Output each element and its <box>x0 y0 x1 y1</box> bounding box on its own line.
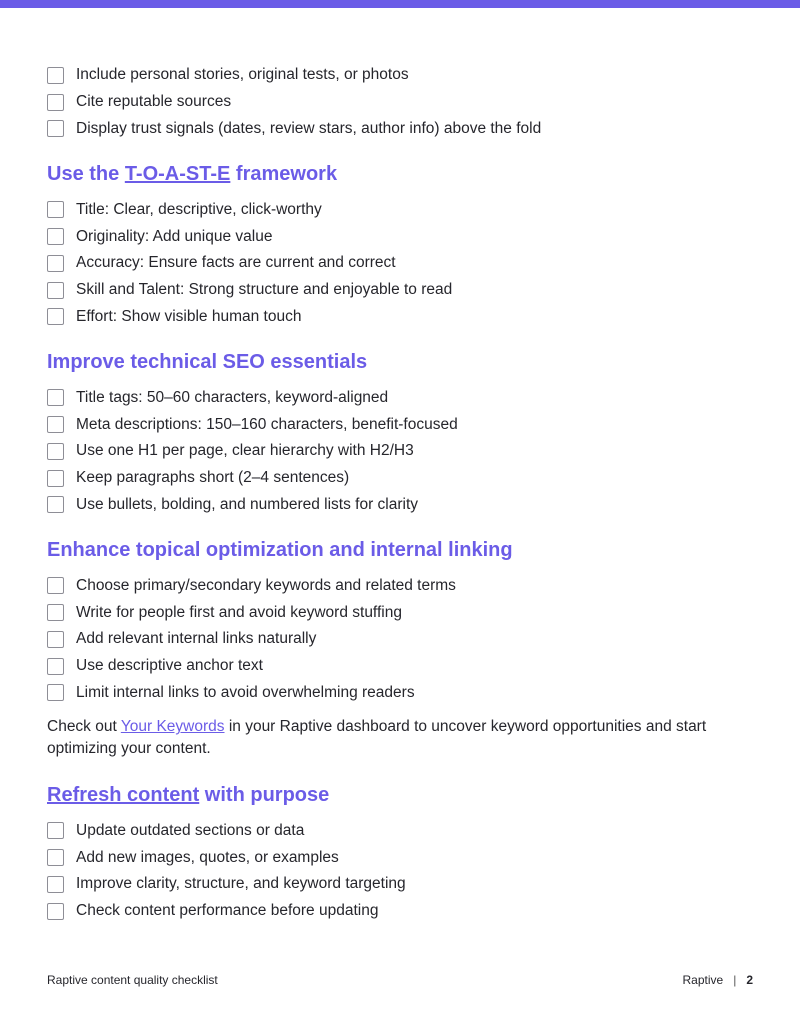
checklist-item <box>47 89 757 116</box>
checklist-item <box>47 438 757 465</box>
heading-text: with purpose <box>199 784 330 807</box>
checklist-item <box>47 465 757 492</box>
checklist-item <box>47 898 757 925</box>
refresh-content-link[interactable]: Refresh content <box>47 784 200 807</box>
checklist-item-label: Use bullets, bolding, and numbered lists for clarity <box>76 495 419 513</box>
checklist-item <box>47 62 757 89</box>
checkbox[interactable] <box>47 876 64 893</box>
footer-separator: | <box>733 973 737 987</box>
checklist-content <box>47 62 757 925</box>
checklist-item-label: Title: Clear, descriptive, click-worthy <box>76 200 322 218</box>
refresh-heading <box>47 782 757 808</box>
checklist-item-label: Include personal stories, original tests, or photos <box>76 66 409 84</box>
your-keywords-link[interactable]: Your Keywords <box>120 718 225 736</box>
checklist-item-label: Add relevant internal links naturally <box>76 630 317 648</box>
checklist-item <box>47 250 757 277</box>
checkbox[interactable] <box>47 849 64 866</box>
checkbox[interactable] <box>47 389 64 406</box>
checklist-item <box>47 196 757 223</box>
checklist-item <box>47 384 757 411</box>
checkbox[interactable] <box>47 228 64 245</box>
heading-text: Use the <box>47 163 125 186</box>
toaste-heading <box>47 161 757 187</box>
checklist-item <box>47 277 757 304</box>
checkbox[interactable] <box>47 604 64 621</box>
checklist-item <box>47 626 757 653</box>
page-number: 2 <box>746 973 753 987</box>
checklist-item <box>47 116 757 143</box>
checklist-item <box>47 492 757 519</box>
note-text: in your Raptive dashboard to uncover keyword opportunities and start optimizing your content. <box>47 718 707 758</box>
checkbox[interactable] <box>47 631 64 648</box>
checklist-item-label: Meta descriptions: 150–160 characters, benefit-focused <box>76 415 458 433</box>
checkbox[interactable] <box>47 822 64 839</box>
checklist-item-label: Update outdated sections or data <box>76 821 305 839</box>
technical-seo-checklist <box>47 384 757 518</box>
checkbox[interactable] <box>47 903 64 920</box>
checkbox[interactable] <box>47 308 64 325</box>
checklist-item <box>47 817 757 844</box>
top-accent-bar <box>0 0 800 8</box>
checklist-item <box>47 223 757 250</box>
checkbox[interactable] <box>47 443 64 460</box>
checklist-item-label: Limit internal links to avoid overwhelming readers <box>76 683 415 701</box>
checkbox[interactable] <box>47 416 64 433</box>
checkbox[interactable] <box>47 94 64 111</box>
checkbox[interactable] <box>47 577 64 594</box>
checklist-item <box>47 572 757 599</box>
checkbox[interactable] <box>47 282 64 299</box>
refresh-checklist <box>47 817 757 924</box>
checkbox[interactable] <box>47 255 64 272</box>
footer-doc-title: Raptive content quality checklist <box>47 973 218 987</box>
checklist-item <box>47 680 757 707</box>
checklist-item-label: Choose primary/secondary keywords and related terms <box>76 576 456 594</box>
keywords-note <box>47 716 757 760</box>
checklist-item-label: Skill and Talent: Strong structure and enjoyable to read <box>76 281 453 299</box>
checklist-item-label: Originality: Add unique value <box>76 227 273 245</box>
checklist-item-label: Use one H1 per page, clear hierarchy with H2/H3 <box>76 442 414 460</box>
checklist-item-label: Accuracy: Ensure facts are current and correct <box>76 254 396 272</box>
footer-brand: Raptive <box>682 973 724 987</box>
checklist-item <box>47 304 757 331</box>
page-footer <box>47 973 753 987</box>
toaste-link[interactable]: T-O-A-ST-E <box>124 163 231 186</box>
note-text: Check out <box>47 718 121 736</box>
checklist-item-label: Write for people first and avoid keyword stuffing <box>76 603 402 621</box>
checkbox[interactable] <box>47 201 64 218</box>
checklist-item <box>47 653 757 680</box>
checkbox[interactable] <box>47 120 64 137</box>
checklist-item-label: Display trust signals (dates, review stars, author info) above the fold <box>76 119 542 137</box>
checkbox[interactable] <box>47 67 64 84</box>
checkbox[interactable] <box>47 658 64 675</box>
heading-text: framework <box>230 163 338 186</box>
checkbox[interactable] <box>47 470 64 487</box>
checklist-item-label: Keep paragraphs short (2–4 sentences) <box>76 469 350 487</box>
checkbox[interactable] <box>47 684 64 701</box>
checklist-item-label: Title tags: 50–60 characters, keyword-aligned <box>76 388 389 406</box>
checklist-item <box>47 844 757 871</box>
checklist-item-label: Effort: Show visible human touch <box>76 307 302 325</box>
checklist-item <box>47 411 757 438</box>
checklist-item-label: Check content performance before updating <box>76 902 379 920</box>
checklist-item <box>47 599 757 626</box>
topical-heading: Enhance topical optimization and internal linking <box>47 539 513 562</box>
checklist-item <box>47 871 757 898</box>
checkbox[interactable] <box>47 496 64 513</box>
topical-checklist <box>47 572 757 706</box>
checklist-item-label: Use descriptive anchor text <box>76 657 263 675</box>
technical-seo-heading: Improve technical SEO essentials <box>47 351 368 374</box>
checklist-item-label: Improve clarity, structure, and keyword targeting <box>76 875 406 893</box>
checklist-item-label: Add new images, quotes, or examples <box>76 848 339 866</box>
toaste-checklist <box>47 196 757 330</box>
checklist-item-label: Cite reputable sources <box>76 93 232 111</box>
footer-right <box>683 973 754 987</box>
intro-checklist <box>47 62 757 142</box>
